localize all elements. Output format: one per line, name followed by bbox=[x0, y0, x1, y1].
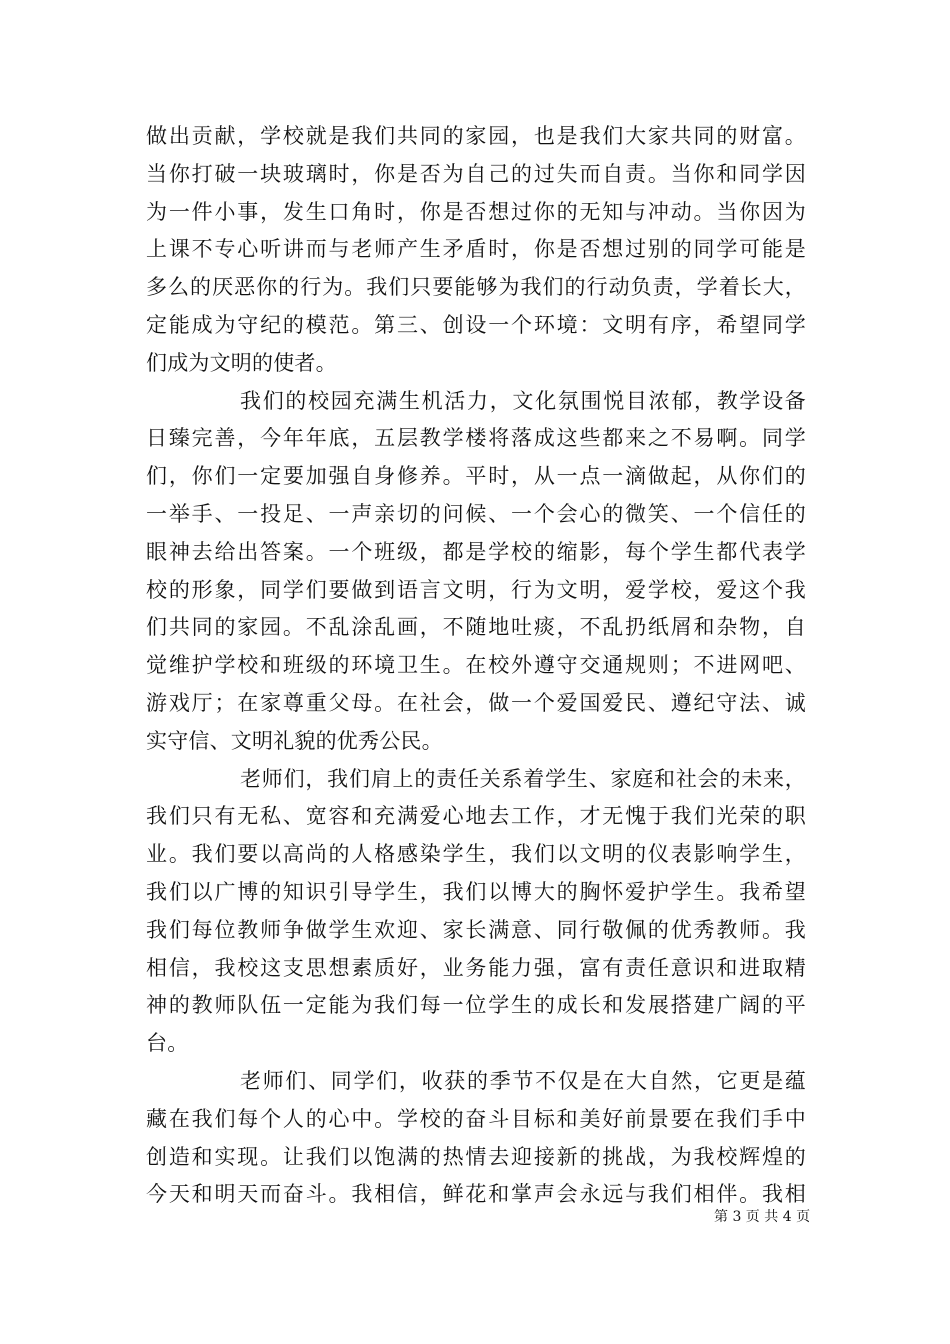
text-line: 们共同的家园。不乱涂乱画，不随地吐痰，不乱扔纸屑和杂物，自 bbox=[146, 615, 806, 640]
text-line: 我们只有无私、宽容和充满爱心地去工作，才无愧于我们光荣的职 bbox=[146, 804, 806, 829]
text-line: 觉维护学校和班级的环境卫生。在校外遵守交通规则；不进网吧、 bbox=[146, 653, 806, 678]
text-line: 当你打破一块玻璃时，你是否为自己的过失而自责。当你和同学因 bbox=[146, 161, 806, 186]
text-line: 做出贡献，学校就是我们共同的家园，也是我们大家共同的财富。 bbox=[146, 124, 806, 148]
text-line: 眼神去给出答案。一个班级，都是学校的缩影，每个学生都代表学 bbox=[146, 539, 806, 564]
paragraph-first-line: 老师们，我们肩上的责任关系着学生、家庭和社会的未来， bbox=[240, 766, 806, 791]
text-line: 相信，我校这支思想素质好，业务能力强，富有责任意识和进取精 bbox=[146, 955, 806, 980]
paragraph-first-line: 老师们、同学们，收获的季节不仅是在大自然，它更是蕴 bbox=[240, 1068, 806, 1093]
body-text bbox=[146, 118, 806, 1214]
text-line: 今天和明天而奋斗。我相信，鲜花和掌声会永远与我们相伴。我相 bbox=[146, 1182, 806, 1207]
text-line: 上课不专心听讲而与老师产生矛盾时，你是否想过别的同学可能是 bbox=[146, 237, 806, 262]
text-line: 我们每位教师争做学生欢迎、家长满意、同行敬佩的优秀教师。我 bbox=[146, 917, 806, 942]
text-line: 业。我们要以高尚的人格感染学生，我们以文明的仪表影响学生， bbox=[146, 842, 806, 867]
page-number-footer: 第 3 页 共 4 页 bbox=[714, 1209, 811, 1225]
text-line: 一举手、一投足、一声亲切的问候、一个会心的微笑、一个信任的 bbox=[146, 501, 806, 526]
paragraph-first-line: 我们的校园充满生机活力，文化氛围悦目浓郁，教学设备 bbox=[240, 388, 806, 413]
text-line: 为一件小事，发生口角时，你是否想过你的无知与冲动。当你因为 bbox=[146, 199, 806, 224]
text-line: 实守信、文明礼貌的优秀公民。 bbox=[146, 728, 443, 753]
text-line: 神的教师队伍一定能为我们每一位学生的成长和发展搭建广阔的平 bbox=[146, 993, 806, 1018]
text-line: 藏在我们每个人的心中。学校的奋斗目标和美好前景要在我们手中 bbox=[146, 1106, 806, 1131]
text-line: 游戏厅；在家尊重父母。在社会，做一个爱国爱民、遵纪守法、诚 bbox=[146, 690, 806, 715]
text-line: 们成为文明的使者。 bbox=[146, 350, 337, 375]
text-line: 们，你们一定要加强自身修养。平时，从一点一滴做起，从你们的 bbox=[146, 464, 806, 489]
text-line: 台。 bbox=[146, 1031, 189, 1056]
text-line: 我们以广博的知识引导学生，我们以博大的胸怀爱护学生。我希望 bbox=[146, 879, 806, 904]
text-line: 日臻完善，今年年底，五层教学楼将落成这些都来之不易啊。同学 bbox=[146, 426, 806, 451]
text-line: 创造和实现。让我们以饱满的热情去迎接新的挑战，为我校辉煌的 bbox=[146, 1144, 806, 1169]
text-line: 定能成为守纪的模范。第三、创设一个环境：文明有序，希望同学 bbox=[146, 312, 806, 337]
text-line: 校的形象，同学们要做到语言文明，行为文明，爱学校，爱这个我 bbox=[146, 577, 806, 602]
text-line: 多么的厌恶你的行为。我们只要能够为我们的行动负责，学着长大， bbox=[146, 275, 806, 300]
